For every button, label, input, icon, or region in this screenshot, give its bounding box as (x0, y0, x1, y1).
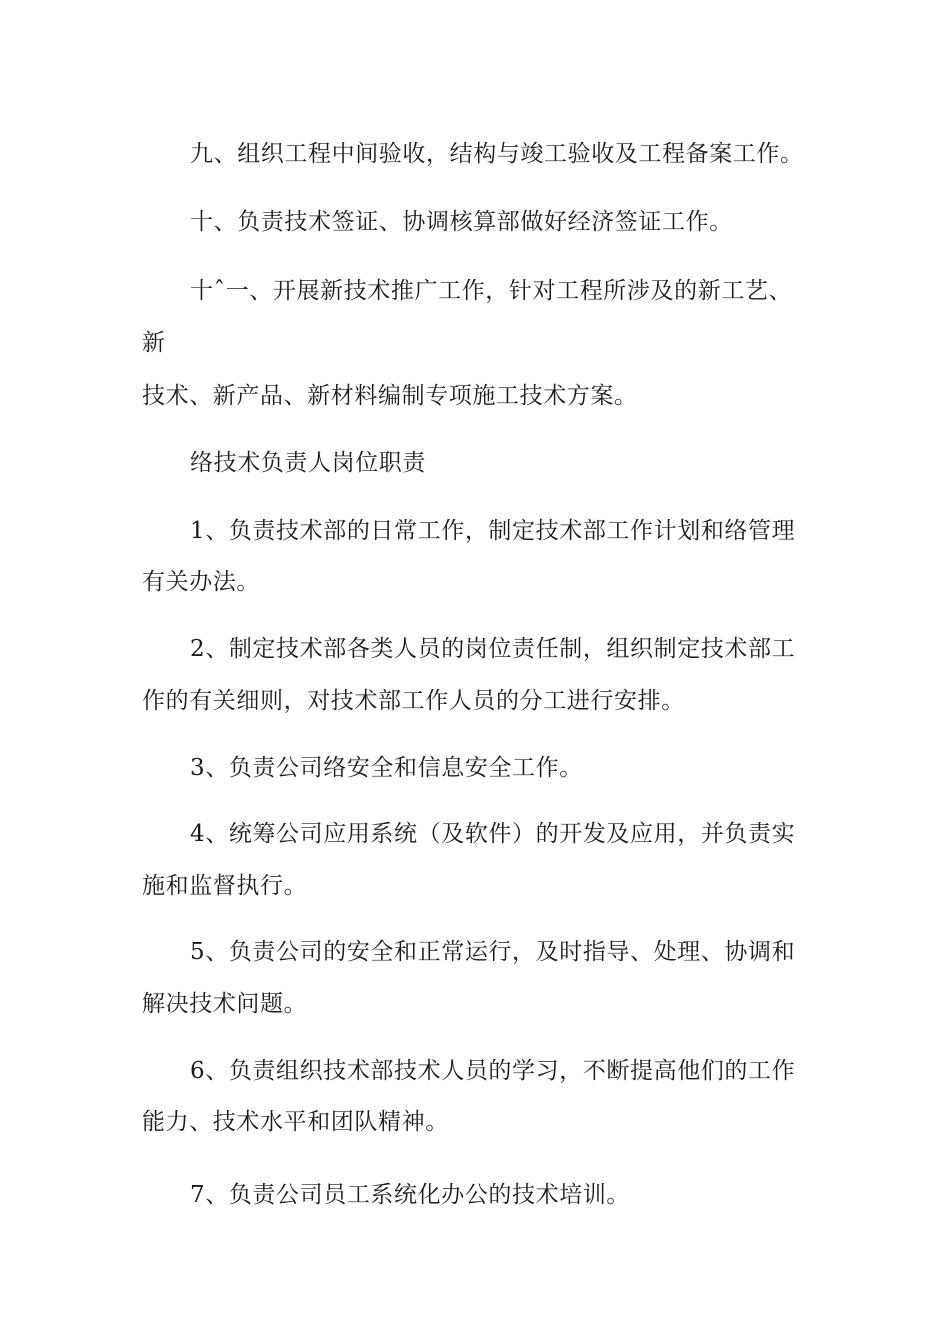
paragraph-item-11-line-3: 技术、新产品、新材料编制专项施工技术方案。 (142, 383, 638, 409)
duty-7: 7、负责公司员工系统化办公的技术培训。 (190, 1182, 631, 1208)
paragraph-item-11-line-1: 十ˆ一、开展新技术推广工作，针对工程所涉及的新工艺、 (190, 278, 793, 304)
duty-1-line-2: 有关办法。 (142, 569, 260, 595)
duty-5-line-1: 5、负责公司的安全和正常运行，及时指导、处理、协调和 (190, 939, 796, 965)
duty-5-line-2: 解决技术问题。 (142, 991, 308, 1017)
duty-6-line-2: 能力、技术水平和团队精神。 (142, 1109, 449, 1135)
duty-4-line-2: 施和监督执行。 (142, 873, 308, 899)
duty-2-line-1: 2、制定技术部各类人员的岗位责任制，组织制定技术部工 (190, 636, 796, 662)
section-heading: 络技术负责人岗位职责 (190, 450, 426, 476)
duty-2-line-2: 作的有关细则，对技术部工作人员的分工进行安排。 (142, 688, 685, 714)
duty-6-line-1: 6、负责组织技术部技术人员的学习，不断提高他们的工作 (190, 1058, 796, 1084)
duty-1-line-1: 1、负责技术部的日常工作，制定技术部工作计划和络管理 (190, 518, 796, 544)
paragraph-item-9: 九、组织工程中间验收，结构与竣工验收及工程备案工作。 (190, 141, 804, 167)
duty-3: 3、负责公司络安全和信息安全工作。 (190, 755, 583, 781)
paragraph-item-11-line-2: 新 (142, 330, 166, 356)
duty-4-line-1: 4、统筹公司应用系统（及软件）的开发及应用，并负责实 (190, 821, 796, 847)
paragraph-item-10: 十、负责技术签证、协调核算部做好经济签证工作。 (190, 209, 733, 235)
